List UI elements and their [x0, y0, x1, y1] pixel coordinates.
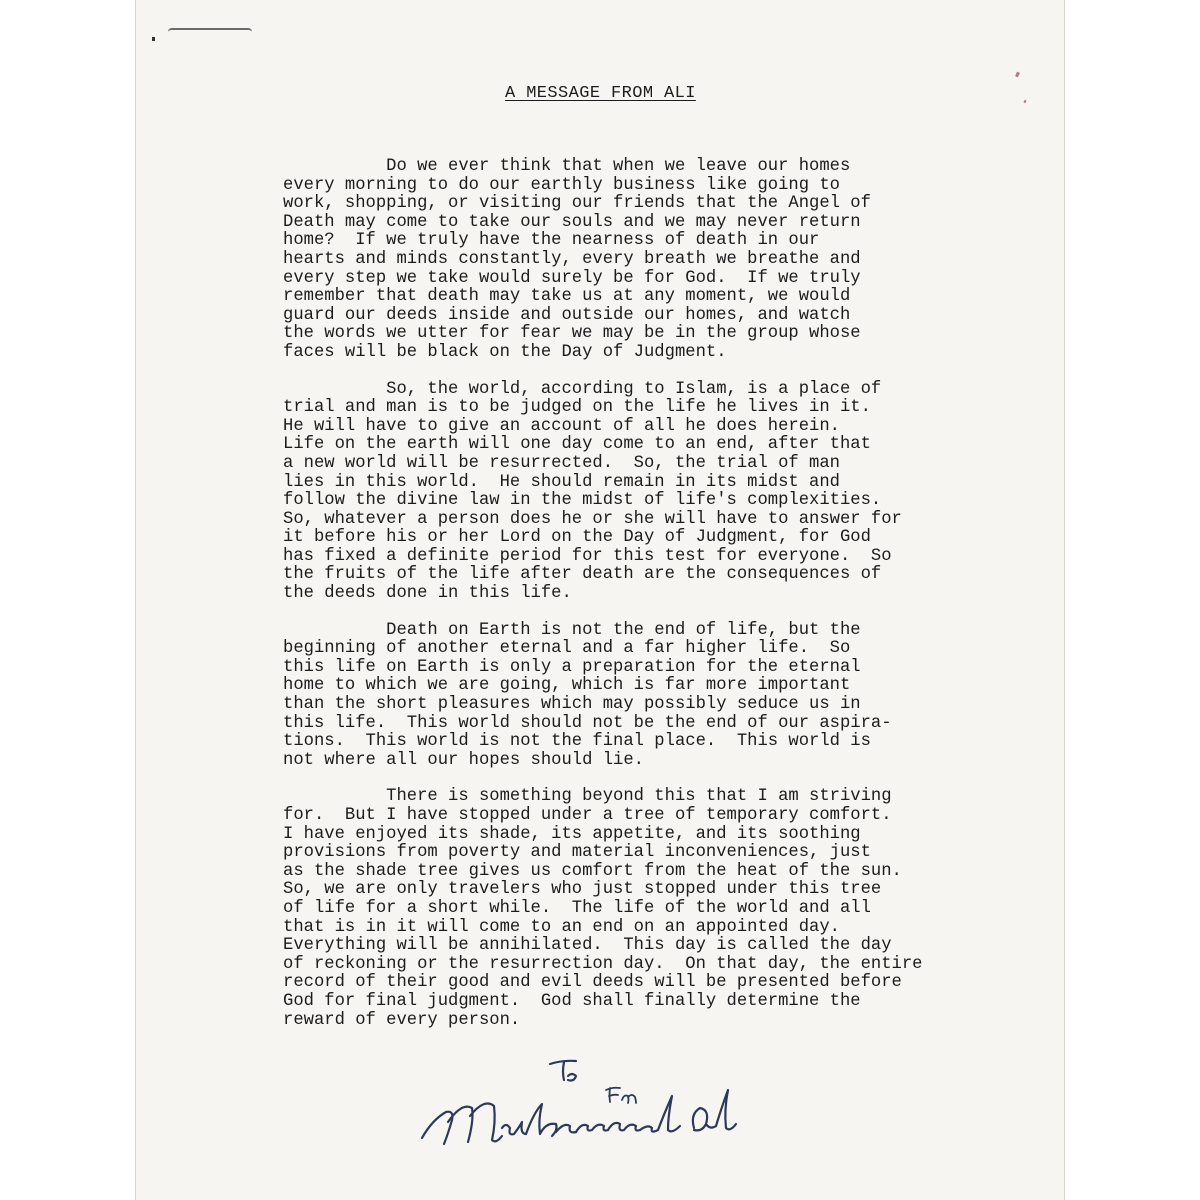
- text-line: provisions from poverty and material inconveniences, just: [283, 843, 871, 863]
- document-body: [283, 158, 993, 1048]
- text-line: guard our deeds inside and outside our homes, and watch: [283, 305, 851, 325]
- text-line: hearts and minds constantly, every breath we breathe and: [283, 249, 861, 269]
- text-line: that is in it will come to an end on an appointed day.: [283, 917, 840, 937]
- text-line: tions. This world is not the final place. This world is: [283, 732, 871, 752]
- signature: [410, 1050, 770, 1160]
- text-line: Do we ever think that when we leave our homes: [283, 157, 851, 176]
- text-line: So, whatever a person does he or she will have to answer for: [283, 509, 902, 529]
- text-line: the words we utter for fear we may be in the group whose: [283, 324, 861, 344]
- text-line: this life on Earth is only a preparation for the eternal: [283, 657, 861, 677]
- signature-to-word: [550, 1061, 576, 1081]
- paragraph: [283, 158, 993, 363]
- paragraph: [283, 622, 993, 771]
- text-line: than the short pleasures which may possibly seduce us in: [283, 695, 861, 715]
- text-line: of life for a short while. The life of the world and all: [283, 898, 871, 918]
- text-line: every step we take would surely be for God. If we truly: [283, 268, 861, 288]
- text-line: every morning to do our earthly business like going to: [283, 175, 840, 195]
- text-line: work, shopping, or visiting our friends that the Angel of: [283, 194, 871, 214]
- text-line: So, we are only travelers who just stopped under this tree: [283, 880, 882, 900]
- text-line: home to which we are going, which is far more important: [283, 676, 851, 696]
- paragraph: [283, 788, 993, 1030]
- text-line: of reckoning or the resurrection day. On that day, the entire: [283, 954, 923, 974]
- text-line: reward of every person.: [283, 1010, 521, 1030]
- text-line: I have enjoyed its shade, its appetite, and its soothing: [283, 824, 861, 844]
- document-title: A MESSAGE FROM ALI: [505, 84, 696, 103]
- text-line: has fixed a definite period for this test for everyone. So: [283, 546, 892, 566]
- text-line: So, the world, according to Islam, is a place of: [283, 379, 882, 399]
- text-line: the deeds done in this life.: [283, 584, 572, 604]
- text-line: not where all our hopes should lie.: [283, 750, 644, 770]
- paper-speck: [1015, 72, 1020, 78]
- text-line: trial and man is to be judged on the life he lives in it.: [283, 398, 871, 418]
- paper-speck: [1023, 100, 1026, 104]
- text-line: God for final judgment. God shall finally determine the: [283, 991, 861, 1011]
- text-line: He will have to give an account of all he does herein.: [283, 416, 840, 436]
- text-line: Life on the earth will one day come to an end, after that: [283, 435, 871, 455]
- text-line: remember that death may take us at any moment, we would: [283, 287, 851, 307]
- text-line: beginning of another eternal and a far higher life. So: [283, 639, 851, 659]
- text-line: a new world will be resurrected. So, the trial of man: [283, 453, 840, 473]
- text-line: home? If we truly have the nearness of death in our: [283, 231, 820, 251]
- text-line: lies in this world. He should remain in its midst and: [283, 472, 840, 492]
- text-line: this life. This world should not be the end of our aspira-: [283, 713, 892, 733]
- text-line: Death may come to take our souls and we may never return: [283, 212, 861, 232]
- signature-from-word: [606, 1088, 636, 1103]
- staple-dot: [152, 37, 155, 41]
- text-line: Everything will be annihilated. This day is called the day: [283, 936, 892, 956]
- text-line: follow the divine law in the midst of life's complexities.: [283, 491, 882, 511]
- text-line: for. But I have stopped under a tree of temporary comfort.: [283, 806, 892, 825]
- text-line: the fruits of the life after death are the consequences of: [283, 565, 882, 585]
- signature-name-strokes: [422, 1090, 736, 1144]
- paragraph: [283, 381, 993, 604]
- text-line: faces will be black on the Day of Judgment.: [283, 342, 727, 362]
- text-line: as the shade tree gives us comfort from the heat of the sun.: [283, 861, 902, 881]
- text-line: Death on Earth is not the end of life, but the: [283, 620, 861, 640]
- staple-mark: [168, 28, 252, 38]
- text-line: it before his or her Lord on the Day of Judgment, for God: [283, 528, 871, 548]
- text-line: record of their good and evil deeds will be presented before: [283, 973, 902, 993]
- text-line: There is something beyond this that I am striving: [283, 787, 892, 807]
